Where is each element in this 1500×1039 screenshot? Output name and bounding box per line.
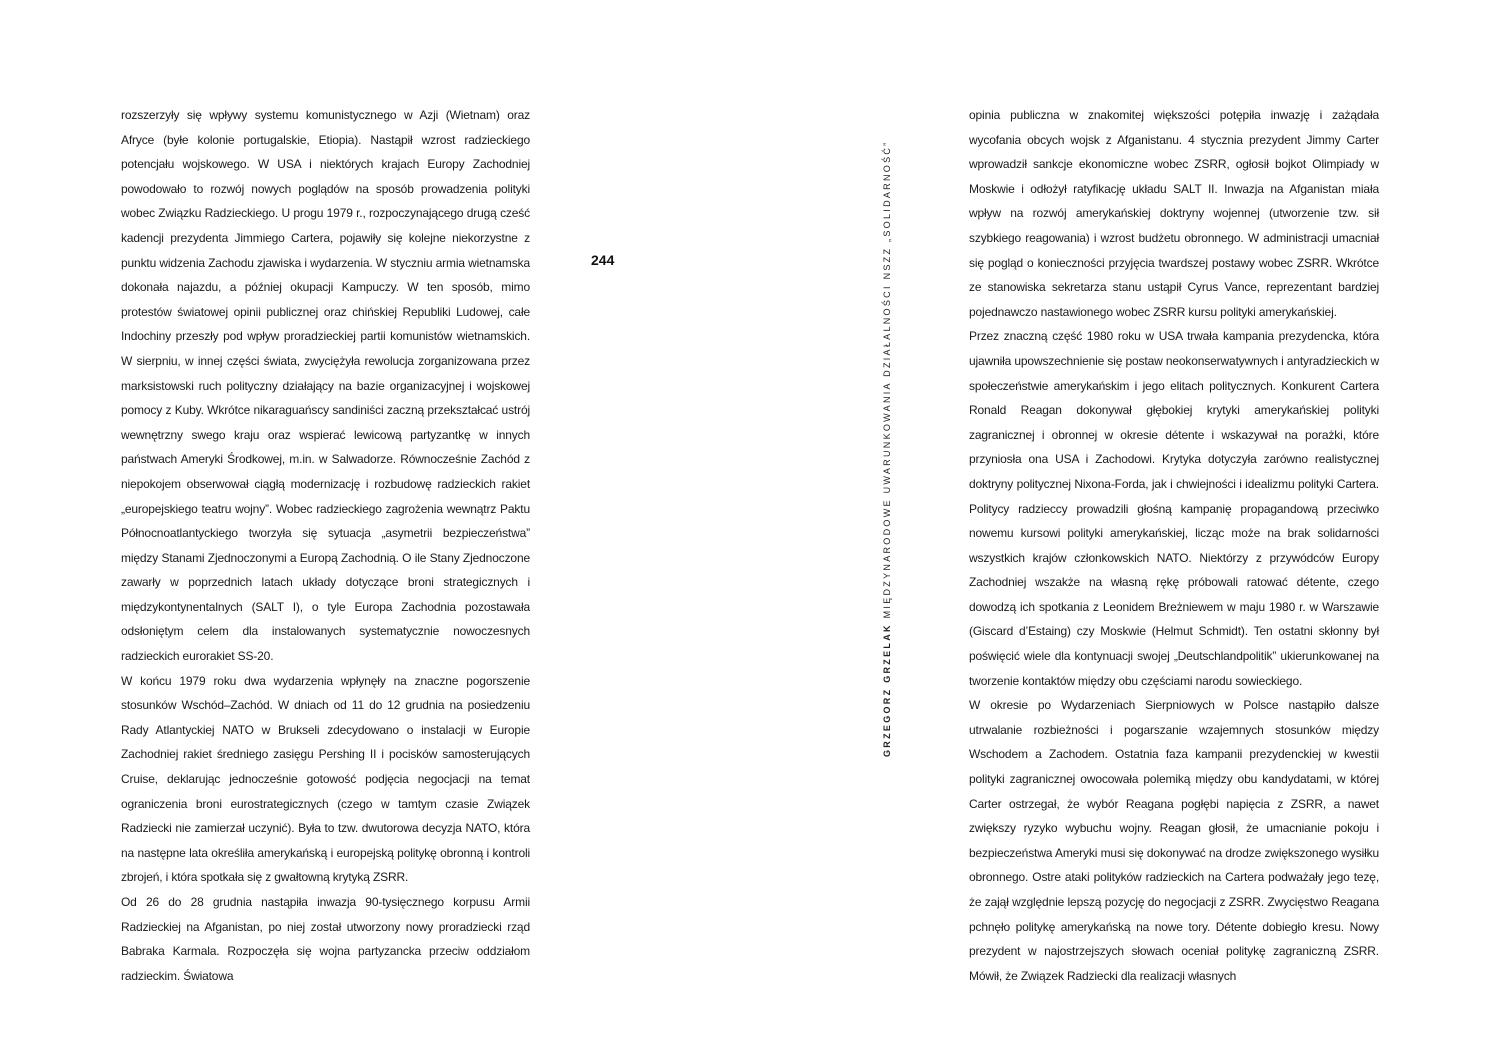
- running-head: [882, 141, 892, 757]
- running-head-author: GRZEGORZ GRZELAK: [882, 623, 892, 757]
- paragraph: W końcu 1979 roku dwa wydarzenia wpłynęły na znaczne pogorszenie stosunków Wschód–Zachód. W dniach od 11 do 12 grudnia na posiedzeniu Rady Atlantyckiej NATO w Brukseli zdecydowano o instalacji w Europie Zachodniej rakiet średniego zasięgu Pershing II i pocisków samosterujących Cruise, deklarując jednocześnie gotowość podjęcia negocjacji na temat ograniczenia broni eurostrategicznych (czego w tamtym czasie Związek Radziecki nie zamierzał uczynić). Była to tzw. dwutorowa decyzja NATO, która na następne lata określiła amerykańską i europejską politykę obronną i kontroli zbrojeń, i która spotkała się z gwałtowną krytyką ZSRR.: [121, 673, 530, 885]
- right-text-column: [969, 103, 1379, 988]
- left-text-column: [121, 103, 530, 988]
- paragraph: Przez znaczną część 1980 roku w USA trwała kampania prezydencka, która ujawniła upowszechnienie się postaw neokonserwatywnych i antyradzieckich w społeczeństwie amerykańskim i jego elitach politycznych. Konkurent Cartera Ronald Reagan dokonywał głębokiej krytyki amerykańskiej polityki zagranicznej i obronnej w okresie détente i wskazywał na porażki, które przyniosła ona USA i Zachodowi. Krytyka dotyczyła zarówno realistycznej doktryny politycznej Nixona-Forda, jak i chwiejności i idealizmu polityki Cartera. Politycy radzieccy prowadzili głośną kampanię propagandową przeciwko nowemu kursowi polityki amerykańskiej, licząc może na brak solidarności wszystkich krajów członkowskich NATO. Niektórzy z przywódców Europy Zachodniej wszakże na własną rękę próbowali ratować détente, czego dowodzą ich spotkania z Leonidem Breżniewem w maju 1980 r. w Warszawie (Giscard d’Estaing) czy Moskwie (Helmut Schmidt). Ten ostatni skłonny był poświęcić wiele dla kontynuacji swojej „Deutschlandpolitik” ukierunkowanej na tworzenie kontaktów między obu częściami narodu sowieckiego.: [969, 329, 1379, 688]
- paragraph: rozszerzyły się wpływy systemu komunistycznego w Azji (Wietnam) oraz Afryce (byłe kolonie portugalskie, Etiopia). Nastąpił wzrost radzieckiego potencjału wojskowego. W USA i niektórych krajach Europy Zachodniej powodowało to rozwój nowych poglądów na sposób prowadzenia polityki wobec Związku Radzieckiego. U progu 1979 r., rozpoczynającego drugą cześć kadencji prezydenta Jimmiego Cartera, pojawiły się kolejne niekorzystne z punktu widzenia Zachodu zjawiska i wydarzenia. W styczniu armia wietnamska dokonała najazdu, a później okupacji Kampuczy. W ten sposób, mimo protestów światowej opinii publicznej oraz chińskiej Republiki Ludowej, całe Indochiny przeszły pod wpływ proradzieckiej partii komunistów wietnamskich. W sierpniu, w innej części świata, zwyciężyła rewolucja zorganizowana przez marksistowski ruch polityczny działający na bazie organizacyjnej i wojskowej pomocy z Kuby. Wkrótce nikaraguańscy sandiniści zaczną przekształcać ustrój wewnętrzny swego kraju oraz wspierać lewicową partyzantkę w innych państwach Ameryki Środkowej, m.in. w Salwadorze. Równocześnie Zachód z niepokojem obserwował ciągłą modernizację i rozbudowę radzieckich rakiet „europejskiego teatru wojny”. Wobec radzieckiego zagrożenia wewnątrz Paktu Północnoatlantyckiego tworzyła się sytuacja „asymetrii bezpieczeństwa” między Stanami Zjednoczonymi a Europą Zachodnią. O ile Stany Zjednoczone zawarły w poprzednich latach układy dotyczące broni strategicznych i międzykontynentalnych (SALT I), o tyle Europa Zachodnia pozostawała odsłoniętym celem dla instalowanych systematycznie nowoczesnych radzieckich eurorakiet SS-20.: [121, 108, 530, 664]
- running-head-title: MIĘDZYNARODOWE UWARUNKOWANIA DZIAŁALNOŚCI NSZZ „SOLIDARNOŚĆ”: [882, 140, 892, 619]
- paragraph: Od 26 do 28 grudnia nastąpiła inwazja 90-tysięcznego korpusu Armii Radzieckiej na Afganistan, po niej został utworzony nowy proradziecki rząd Babraka Karmala. Rozpoczęła się wojna partyzancka przeciw oddziałom radzieckim. Światowa: [121, 895, 530, 983]
- paragraph: opinia publiczna w znakomitej większości potępiła inwazję i zażądała wycofania obcych wojsk z Afganistanu. 4 stycznia prezydent Jimmy Carter wprowadził sankcje ekonomiczne wobec ZSRR, ogłosił bojkot Olimpiady w Moskwie i odłożył ratyfikację układu SALT II. Inwazja na Afganistan miała wpływ na rozwój amerykańskiej doktryny wojennej (utworzenie tzw. sił szybkiego reagowania) i wzrost budżetu obronnego. W administracji umacniał się pogląd o konieczności przyjęcia twardszej postawy wobec ZSRR. Wkrótce ze stanowiska sekretarza stanu ustąpił Cyrus Vance, reprezentant bardziej pojednawczo nastawionego wobec ZSRR kursu polityki amerykańskiej.: [969, 108, 1379, 319]
- page-number: 244: [591, 252, 615, 268]
- paragraph: W okresie po Wydarzeniach Sierpniowych w Polsce nastąpiło dalsze utrwalanie rozbieżności i pogarszanie wzajemnych stosunków między Wschodem a Zachodem. Ostatnia faza kampanii prezydenckiej w kwestii polityki zagranicznej owocowała polemiką między obu kandydatami, w której Carter ostrzegał, że wybór Reagana pogłębi napięcia z ZSRR, a nawet zwiększy ryzyko wybuchu wojny. Reagan głosił, że umacnianie pokoju i bezpieczeństwa Ameryki musi się dokonywać na drodze zwiększonego wysiłku obronnego. Ostre ataki polityków radzieckich na Cartera podważały jego tezę, że zajął względnie lepszą pozycję do negocjacji z ZSRR. Zwycięstwo Reagana pchnęło politykę amerykańską na nowe tory. Détente dobiegło kresu. Nowy prezydent w najostrzejszych słowach oceniał politykę zagraniczną ZSRR. Mówił, że Związek Radziecki dla realizacji własnych: [969, 698, 1379, 983]
